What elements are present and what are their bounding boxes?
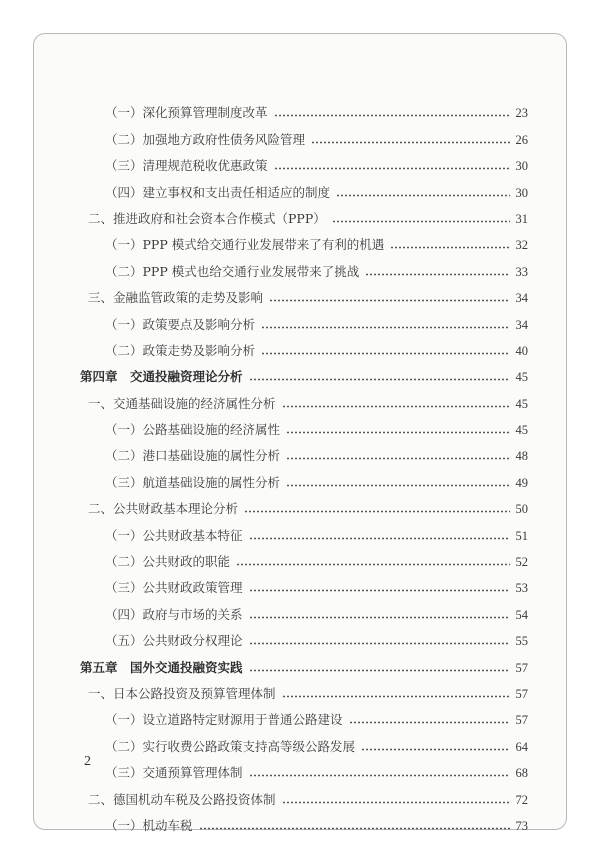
toc-entry-page: 55 [515,634,528,649]
toc-entry[interactable] [80,571,528,597]
dot-leader [286,457,510,460]
dot-leader [261,326,510,329]
dot-leader [249,537,510,540]
toc-entry-title: （三）清理规范税收优惠政策 [105,158,268,174]
dot-leader [282,405,510,408]
toc-entry[interactable] [80,782,528,808]
toc-chapter-entry[interactable] [80,650,528,676]
toc-entry-page: 72 [515,792,528,807]
toc-entry[interactable] [80,703,528,729]
toc-entry[interactable] [80,413,528,439]
toc-entry-title: 二、公共财政基本理论分析 [88,501,239,517]
dot-leader [274,114,510,117]
toc-entry-title: 一、日本公路投资及预算管理体制 [88,685,276,701]
toc-entry-title: （三）公共财政政策管理 [105,580,243,596]
toc-entry[interactable] [80,518,528,544]
toc-entry[interactable] [80,254,528,280]
toc-entry-title: 一、交通基础设施的经济属性分析 [88,395,276,411]
toc-entry[interactable] [80,756,528,782]
toc-entry[interactable] [80,202,528,228]
dot-leader [282,801,510,804]
dot-leader [282,695,510,698]
toc-entry-page: 34 [515,291,528,306]
toc-entry-page: 52 [515,555,528,570]
toc-entry-page: 30 [515,185,528,200]
toc-entry-title: （一）公路基础设施的经济属性 [105,422,281,438]
toc-entry[interactable] [80,334,528,360]
toc-entry-title: （一）深化预算管理制度改革 [105,105,268,121]
dot-leader [336,194,510,197]
dot-leader [249,774,510,777]
dot-leader [249,616,510,619]
toc-entry-title: （二）PPP 模式也给交通行业发展带来了挑战 [105,263,360,279]
toc-entry[interactable] [80,597,528,623]
toc-entry-page: 45 [515,396,528,411]
toc-entry-page: 45 [515,423,528,438]
toc-entry-title: 第五章 国外交通投融资实践 [80,659,243,675]
toc-entry[interactable] [80,465,528,491]
toc-entry[interactable] [80,809,528,835]
toc-entry-page: 48 [515,449,528,464]
page-number: 2 [84,754,91,769]
dot-leader [249,589,510,592]
dot-leader [274,167,510,170]
toc-entry-page: 57 [515,686,528,701]
toc-entry-page: 53 [515,581,528,596]
toc-entry[interactable] [80,122,528,148]
toc-entry-page: 64 [515,739,528,754]
toc-entry-page: 30 [515,159,528,174]
toc-entry-title: （二）实行收费公路政策支持高等级公路发展 [105,738,356,754]
dot-leader [390,246,510,249]
toc-entry-page: 33 [515,264,528,279]
toc-entry-title: 二、推进政府和社会资本合作模式（PPP） [88,210,326,226]
toc-entry-page: 40 [515,343,528,358]
toc-entry-title: （一）公共财政基本特征 [105,527,243,543]
toc-entry[interactable] [80,677,528,703]
toc-entry[interactable] [80,439,528,465]
dot-leader [199,827,510,830]
toc-entry-page: 34 [515,317,528,332]
toc-entry-title: （一）机动车税 [105,817,193,833]
toc-entry-title: （一）政策要点及影响分析 [105,316,256,332]
dot-leader [286,484,510,487]
toc-entry-page: 45 [515,370,528,385]
dot-leader [311,141,510,144]
dot-leader [249,669,510,672]
dot-leader [249,642,510,645]
toc-entry-title: （三）交通预算管理体制 [105,765,243,781]
toc-entry-page: 73 [515,818,528,833]
toc-entry-title: （二）加强地方政府性债务风险管理 [105,131,306,147]
dot-leader [261,352,510,355]
dot-leader [236,563,510,566]
toc-entry-page: 54 [515,607,528,622]
dot-leader [244,510,510,513]
toc-entry[interactable] [80,281,528,307]
dot-leader [249,378,510,381]
toc-entry-page: 50 [515,502,528,517]
toc-entry-title: （三）航道基础设施的属性分析 [105,474,281,490]
toc-entry[interactable] [80,386,528,412]
dot-leader [286,431,510,434]
toc-entry-title: （二）政策走势及影响分析 [105,342,256,358]
toc-entry-page: 49 [515,475,528,490]
toc-entry-title: 第四章 交通投融资理论分析 [80,369,243,385]
toc-entry-page: 57 [515,660,528,675]
toc-entry[interactable] [80,228,528,254]
toc-entry-page: 32 [515,238,528,253]
table-of-contents [80,96,528,835]
dot-leader [269,299,510,302]
toc-entry-title: （一）设立道路特定财源用于普通公路建设 [105,712,343,728]
toc-entry[interactable] [80,545,528,571]
toc-entry-page: 26 [515,132,528,147]
toc-entry-title: （五）公共财政分权理论 [105,633,243,649]
toc-entry[interactable] [80,729,528,755]
toc-entry[interactable] [80,175,528,201]
toc-entry-title: （二）公共财政的职能 [105,554,231,570]
dot-leader [332,220,510,223]
dot-leader [349,721,510,724]
toc-chapter-entry[interactable] [80,360,528,386]
toc-entry[interactable] [80,492,528,518]
toc-entry[interactable] [80,307,528,333]
toc-entry-title: （二）港口基础设施的属性分析 [105,448,281,464]
dot-leader [361,748,510,751]
toc-entry[interactable] [80,624,528,650]
toc-entry-title: （四）政府与市场的关系 [105,606,243,622]
toc-entry[interactable] [80,149,528,175]
toc-entry-title: 三、金融监管政策的走势及影响 [88,290,264,306]
toc-entry-page: 57 [515,713,528,728]
toc-entry-page: 23 [515,106,528,121]
toc-entry[interactable] [80,96,528,122]
dot-leader [365,273,510,276]
toc-entry-page: 31 [515,211,528,226]
toc-entry-page: 51 [515,528,528,543]
toc-entry-title: （一）PPP 模式给交通行业发展带来了有利的机遇 [105,237,385,253]
toc-entry-title: （四）建立事权和支出责任相适应的制度 [105,184,331,200]
toc-entry-title: 二、德国机动车税及公路投资体制 [88,791,276,807]
toc-entry-page: 68 [515,766,528,781]
